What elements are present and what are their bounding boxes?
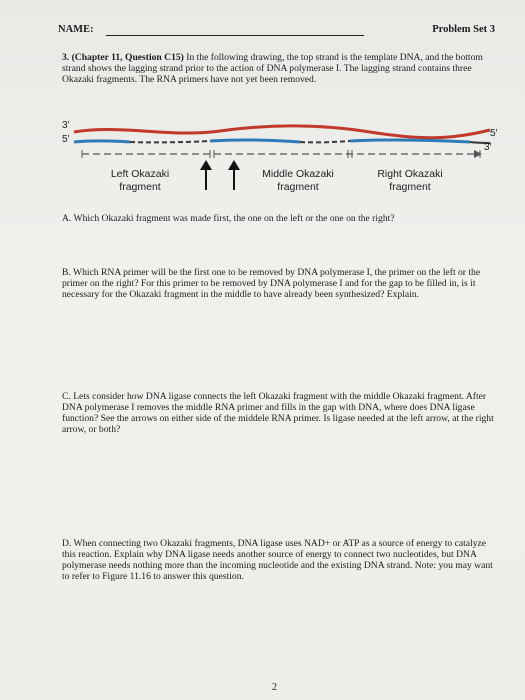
question-intro <box>62 52 502 85</box>
right-ligase-arrow-head <box>228 160 240 170</box>
template-strand <box>74 126 490 138</box>
part-d-question: D. When connecting two Okazaki fragments, DNA ligase uses NAD+ or ATP as a source of energy to catalyze this reaction. Explain why DNA ligase needs another source of energy to connect two nucleotides, but DNA polymerase needs nothing more than the incoming nucleotide and the existing DNA strand. Note: you may want to refer to Figure 11.16 to answer this question. <box>62 538 493 582</box>
page-header <box>58 24 497 40</box>
baseline-arrowhead <box>474 150 482 158</box>
name-blank-line <box>106 35 364 36</box>
middle-primer <box>210 140 300 142</box>
right-fragment-label-line2: fragment <box>389 181 431 193</box>
okazaki-diagram <box>60 118 502 210</box>
part-a-question: A. Which Okazaki fragment was made first, the one on the left or the one on the right? <box>62 213 395 224</box>
middle-fragment-dna <box>300 141 350 142</box>
question-number: 3. (Chapter 11, Question C15) <box>62 52 184 63</box>
right-fragment-label-line1: Right Okazaki <box>377 168 443 180</box>
name-label: NAME: <box>58 24 94 35</box>
top-left-end-label: 3′ <box>62 120 70 131</box>
page-number: 2 <box>272 682 277 693</box>
top-right-end-label: 5′ <box>490 128 498 139</box>
part-c-question: C. Lets consider how DNA ligase connects the left Okazaki fragment with the middle Okazaki fragment. After DNA polymerase I removes the middle RNA primer and fills in the gap with DNA, where does DNA ligase function? See the arrows on either side of the middele RNA primer. Is ligase needed at the left arrow, at the right arrow, or both? <box>62 391 494 435</box>
middle-fragment-label-line1: Middle Okazaki <box>262 168 334 180</box>
left-fragment-label <box>94 168 186 194</box>
middle-fragment-label <box>246 168 350 194</box>
left-fragment-label-line1: Left Okazaki <box>110 168 170 180</box>
left-fragment-dna <box>130 141 210 142</box>
problem-set-title: Problem Set 3 <box>432 24 495 35</box>
middle-fragment-label-line2: fragment <box>277 181 319 193</box>
bottom-left-end-label: 5′ <box>62 134 70 145</box>
left-fragment-label-line2: fragment <box>119 181 161 193</box>
right-fragment-label <box>362 168 458 194</box>
right-primer <box>350 140 470 142</box>
bottom-right-end-label: 3′ <box>484 142 492 153</box>
left-ligase-arrow-head <box>200 160 212 170</box>
part-b-question: B. Which RNA primer will be the first one to be removed by DNA polymerase I, the primer on the left or the primer on the right? For this primer to be removed by DNA polymerase I and for the gap to be filled in, is it necessary for the Okazaki fragment in the middle to have already been synthesized? Explain. <box>62 267 481 300</box>
left-primer <box>74 141 130 142</box>
dna-strands-figure <box>60 118 502 210</box>
question-intro-text: In the following drawing, the top strand is the template DNA, and the bottom strand shows the lagging strand prior to the action of DNA polymerase I. The lagging strand contains three Okazaki fragments. The RNA primers have not yet been removed. <box>62 52 483 85</box>
